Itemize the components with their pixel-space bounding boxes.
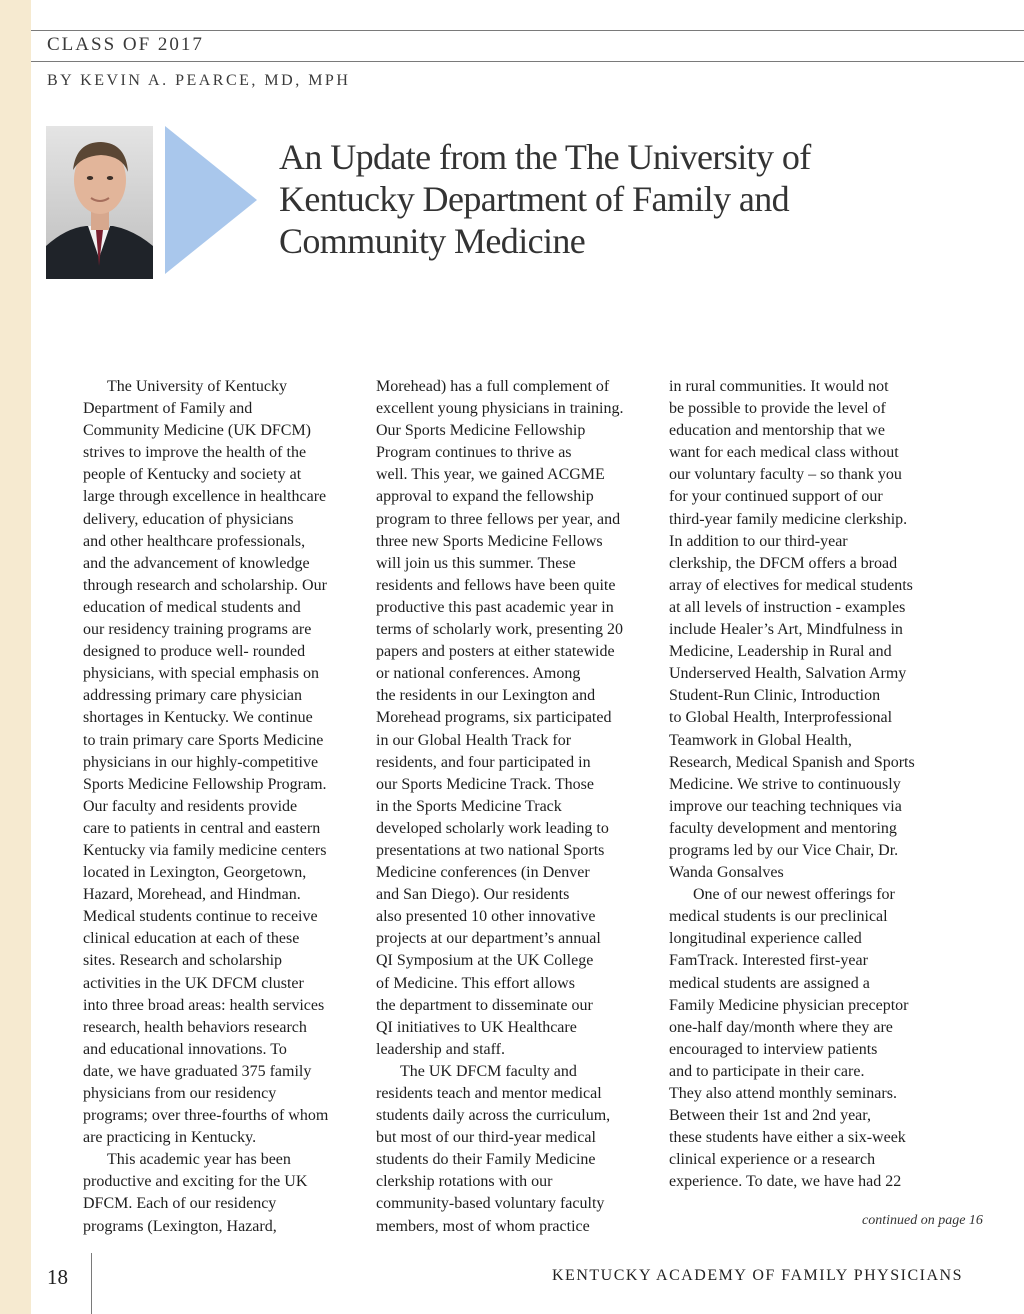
article-text-line: encouraged to interview patients <box>669 1040 878 1058</box>
article-text-line: residents and fellows have been quite <box>376 576 616 594</box>
article-text-line: Program continues to thrive as <box>376 444 572 462</box>
article-text-line: these students have either a six-week <box>669 1129 906 1147</box>
header-rule-top <box>31 30 1024 31</box>
article-text-line: activities in the UK DFCM cluster <box>83 974 304 992</box>
article-text-line: Underserved Health, Salvation Army <box>669 665 907 683</box>
article-text-line: for your continued support of our <box>669 488 883 506</box>
author-portrait <box>46 126 153 279</box>
article-text-line: Morehead programs, six participated <box>376 709 612 727</box>
article-text-line: Student-Run Clinic, Introduction <box>669 687 881 705</box>
article-text-line: clinical education at each of these <box>83 930 300 948</box>
article-text-line: the department to disseminate our <box>376 996 593 1014</box>
article-text-line: terms of scholarly work, presenting 20 <box>376 621 624 639</box>
article-text-line: physicians in our highly-competitive <box>83 753 319 771</box>
article-text-line: Community Medicine (UK DFCM) <box>83 422 311 440</box>
article-text-line: Department of Family and <box>83 400 253 418</box>
article-text-line: to Global Health, Interprofessional <box>669 709 893 727</box>
article-text-line: clerkship rotations with our <box>376 1173 553 1191</box>
article-text-line: well. This year, we gained ACGME <box>376 466 605 484</box>
article-text-line: FamTrack. Interested first-year <box>669 952 868 970</box>
author-byline: BY KEVIN A. PEARCE, MD, MPH <box>47 72 351 89</box>
article-text-line: presentations at two national Sports <box>376 841 605 859</box>
article-text-line: shortages in Kentucky. We continue <box>83 709 313 727</box>
article-column-2 <box>376 376 652 1238</box>
article-text-line: research, health behaviors research <box>83 1018 307 1036</box>
article-text-line: education of medical students and <box>83 598 301 616</box>
article-text-line: one-half day/month where they are <box>669 1018 893 1036</box>
article-text-line: program to three fellows per year, and <box>376 510 621 528</box>
article-text-line: programs (Lexington, Hazard, <box>83 1217 277 1235</box>
article-text-line: leadership and staff. <box>376 1040 505 1058</box>
article-text-line: developed scholarly work leading to <box>376 819 609 837</box>
article-text-line: Medicine. We strive to continuously <box>669 775 901 793</box>
article-text-line: Between their 1st and 2nd year, <box>669 1107 871 1125</box>
article-text-line: want for each medical class without <box>669 444 899 462</box>
decorative-arrow-icon <box>165 126 257 274</box>
header-rule-bottom <box>31 61 1024 62</box>
article-text-line: Our faculty and residents provide <box>83 797 298 815</box>
article-text-line: students daily across the curriculum, <box>376 1107 611 1125</box>
article-text-line: members, most of whom practice <box>376 1217 590 1235</box>
left-margin-stripe <box>0 0 31 1314</box>
article-text-line: designed to produce well- rounded <box>83 643 306 661</box>
article-text-line: excellent young physicians in training. <box>376 400 624 418</box>
page-number: 18 <box>47 1265 68 1289</box>
article-text-line: care to patients in central and eastern <box>83 819 321 837</box>
article-text-line: sites. Research and scholarship <box>83 952 283 970</box>
article-text-line: programs led by our Vice Chair, Dr. <box>669 841 899 859</box>
article-text-line: approval to expand the fellowship <box>376 488 594 506</box>
article-text-line: array of electives for medical students <box>669 576 913 594</box>
article-text-line: QI initiatives to UK Healthcare <box>376 1018 577 1036</box>
article-text-line: the residents in our Lexington and <box>376 687 596 705</box>
article-text-line: community-based voluntary faculty <box>376 1195 605 1213</box>
article-text-line: productive and exciting for the UK <box>83 1173 308 1191</box>
article-text-line: our voluntary faculty – so thank you <box>669 466 902 484</box>
article-text-line: Teamwork in Global Health, <box>669 731 852 749</box>
article-text-line: longitudinal experience called <box>669 930 862 948</box>
article-text-line: delivery, education of physicians <box>83 510 294 528</box>
title-line: Community Medicine <box>279 221 586 261</box>
article-text-line: medical students is our preclinical <box>669 908 888 926</box>
article-text-line: Our Sports Medicine Fellowship <box>376 422 586 440</box>
article-text-line: or national conferences. Among <box>376 665 581 683</box>
article-text-line: will join us this summer. These <box>376 554 576 572</box>
article-text-line: The University of Kentucky <box>107 378 287 395</box>
article-text-line: Family Medicine physician preceptor <box>669 996 909 1014</box>
article-text-line: addressing primary care physician <box>83 687 303 705</box>
article-text-line: and the advancement of knowledge <box>83 554 310 572</box>
article-text-line: people of Kentucky and society at <box>83 466 302 484</box>
footer-divider <box>91 1253 92 1314</box>
article-text-line: be possible to provide the level of <box>669 400 886 418</box>
title-line: An Update from the The University of <box>279 137 811 177</box>
article-text-line: One of our newest offerings for <box>693 886 895 904</box>
article-text-line: but most of our third-year medical <box>376 1129 596 1147</box>
publication-name: KENTUCKY ACADEMY OF FAMILY PHYSICIANS <box>552 1267 963 1284</box>
article-text-line: to train primary care Sports Medicine <box>83 731 324 749</box>
article-text-line: In addition to our third-year <box>669 532 848 550</box>
article-text-line: are practicing in Kentucky. <box>83 1129 257 1147</box>
article-text-line: third-year family medicine clerkship. <box>669 510 908 528</box>
article-title <box>279 136 979 262</box>
article-text-line: DFCM. Each of our residency <box>83 1195 277 1213</box>
article-text-line: projects at our department’s annual <box>376 930 601 948</box>
article-text-line: experience. To date, we have had 22 <box>669 1173 902 1191</box>
article-text-line: our Sports Medicine Track. Those <box>376 775 594 793</box>
article-text-line: This academic year has been <box>107 1151 291 1169</box>
article-column-1 <box>83 376 358 1238</box>
article-text-line: Medicine, Leadership in Rural and <box>669 643 892 661</box>
article-text-line: Hazard, Morehead, and Hindman. <box>83 886 301 904</box>
class-label: CLASS OF 2017 <box>47 34 204 55</box>
article-text-line: in the Sports Medicine Track <box>376 797 562 815</box>
article-text-line: Kentucky via family medicine centers <box>83 841 327 859</box>
article-text-line: include Healer’s Art, Mindfulness in <box>669 621 903 639</box>
article-text-line: programs; over three-fourths of whom <box>83 1107 329 1125</box>
article-text-line: physicians from our residency <box>83 1085 277 1102</box>
article-text-line: at all levels of instruction - examples <box>669 598 906 616</box>
article-text-line: improve our teaching techniques via <box>669 797 902 815</box>
article-text-line: physicians, with special emphasis on <box>83 665 319 683</box>
article-text-line: Medical students continue to receive <box>83 908 318 926</box>
article-text-line: and to participate in their care. <box>669 1062 865 1080</box>
continued-note: continued on page 16 <box>862 1213 983 1228</box>
article-text-line: The UK DFCM faculty and <box>400 1062 577 1080</box>
article-text-line: in our Global Health Track for <box>376 731 572 749</box>
article-text-line: in rural communities. It would not <box>669 378 889 395</box>
article-text-line: located in Lexington, Georgetown, <box>83 864 307 882</box>
article-text-line: faculty development and mentoring <box>669 819 897 837</box>
article-text-line: through research and scholarship. Our <box>83 576 327 594</box>
article-text-line: also presented 10 other innovative <box>376 908 596 926</box>
article-text-line: productive this past academic year in <box>376 598 614 616</box>
article-text-line: Morehead) has a full complement of <box>376 378 610 395</box>
article-text-line: Research, Medical Spanish and Sports <box>669 753 915 771</box>
article-text-line: and other healthcare professionals, <box>83 532 306 550</box>
article-text-line: of Medicine. This effort allows <box>376 974 575 992</box>
article-text-line: students do their Family Medicine <box>376 1151 596 1169</box>
article-text-line: Sports Medicine Fellowship Program. <box>83 775 327 793</box>
article-text-line: residents, and four participated in <box>376 753 591 771</box>
article-text-line: medical students are assigned a <box>669 974 870 992</box>
article-text-line: clinical experience or a research <box>669 1151 876 1169</box>
article-text-line: education and mentorship that we <box>669 422 885 440</box>
article-text-line: into three broad areas: health services <box>83 996 325 1014</box>
article-text-line: Wanda Gonsalves <box>669 864 784 882</box>
article-text-line: residents teach and mentor medical <box>376 1085 602 1102</box>
article-text-line: papers and posters at either statewide <box>376 643 615 661</box>
article-text-line: clerkship, the DFCM offers a broad <box>669 554 898 572</box>
title-line: Kentucky Department of Family and <box>279 179 790 219</box>
article-text-line: three new Sports Medicine Fellows <box>376 532 603 550</box>
article-text-line: QI Symposium at the UK College <box>376 952 594 970</box>
article-text-line: date, we have graduated 375 family <box>83 1062 312 1080</box>
article-column-3 <box>669 376 941 1193</box>
article-text-line: They also attend monthly seminars. <box>669 1085 897 1102</box>
article-text-line: large through excellence in healthcare <box>83 488 327 506</box>
article-text-line: our residency training programs are <box>83 621 312 639</box>
article-text-line: and educational innovations. To <box>83 1040 287 1058</box>
article-text-line: Medicine conferences (in Denver <box>376 864 590 882</box>
article-text-line: and San Diego). Our residents <box>376 886 570 904</box>
article-text-line: strives to improve the health of the <box>83 444 307 462</box>
